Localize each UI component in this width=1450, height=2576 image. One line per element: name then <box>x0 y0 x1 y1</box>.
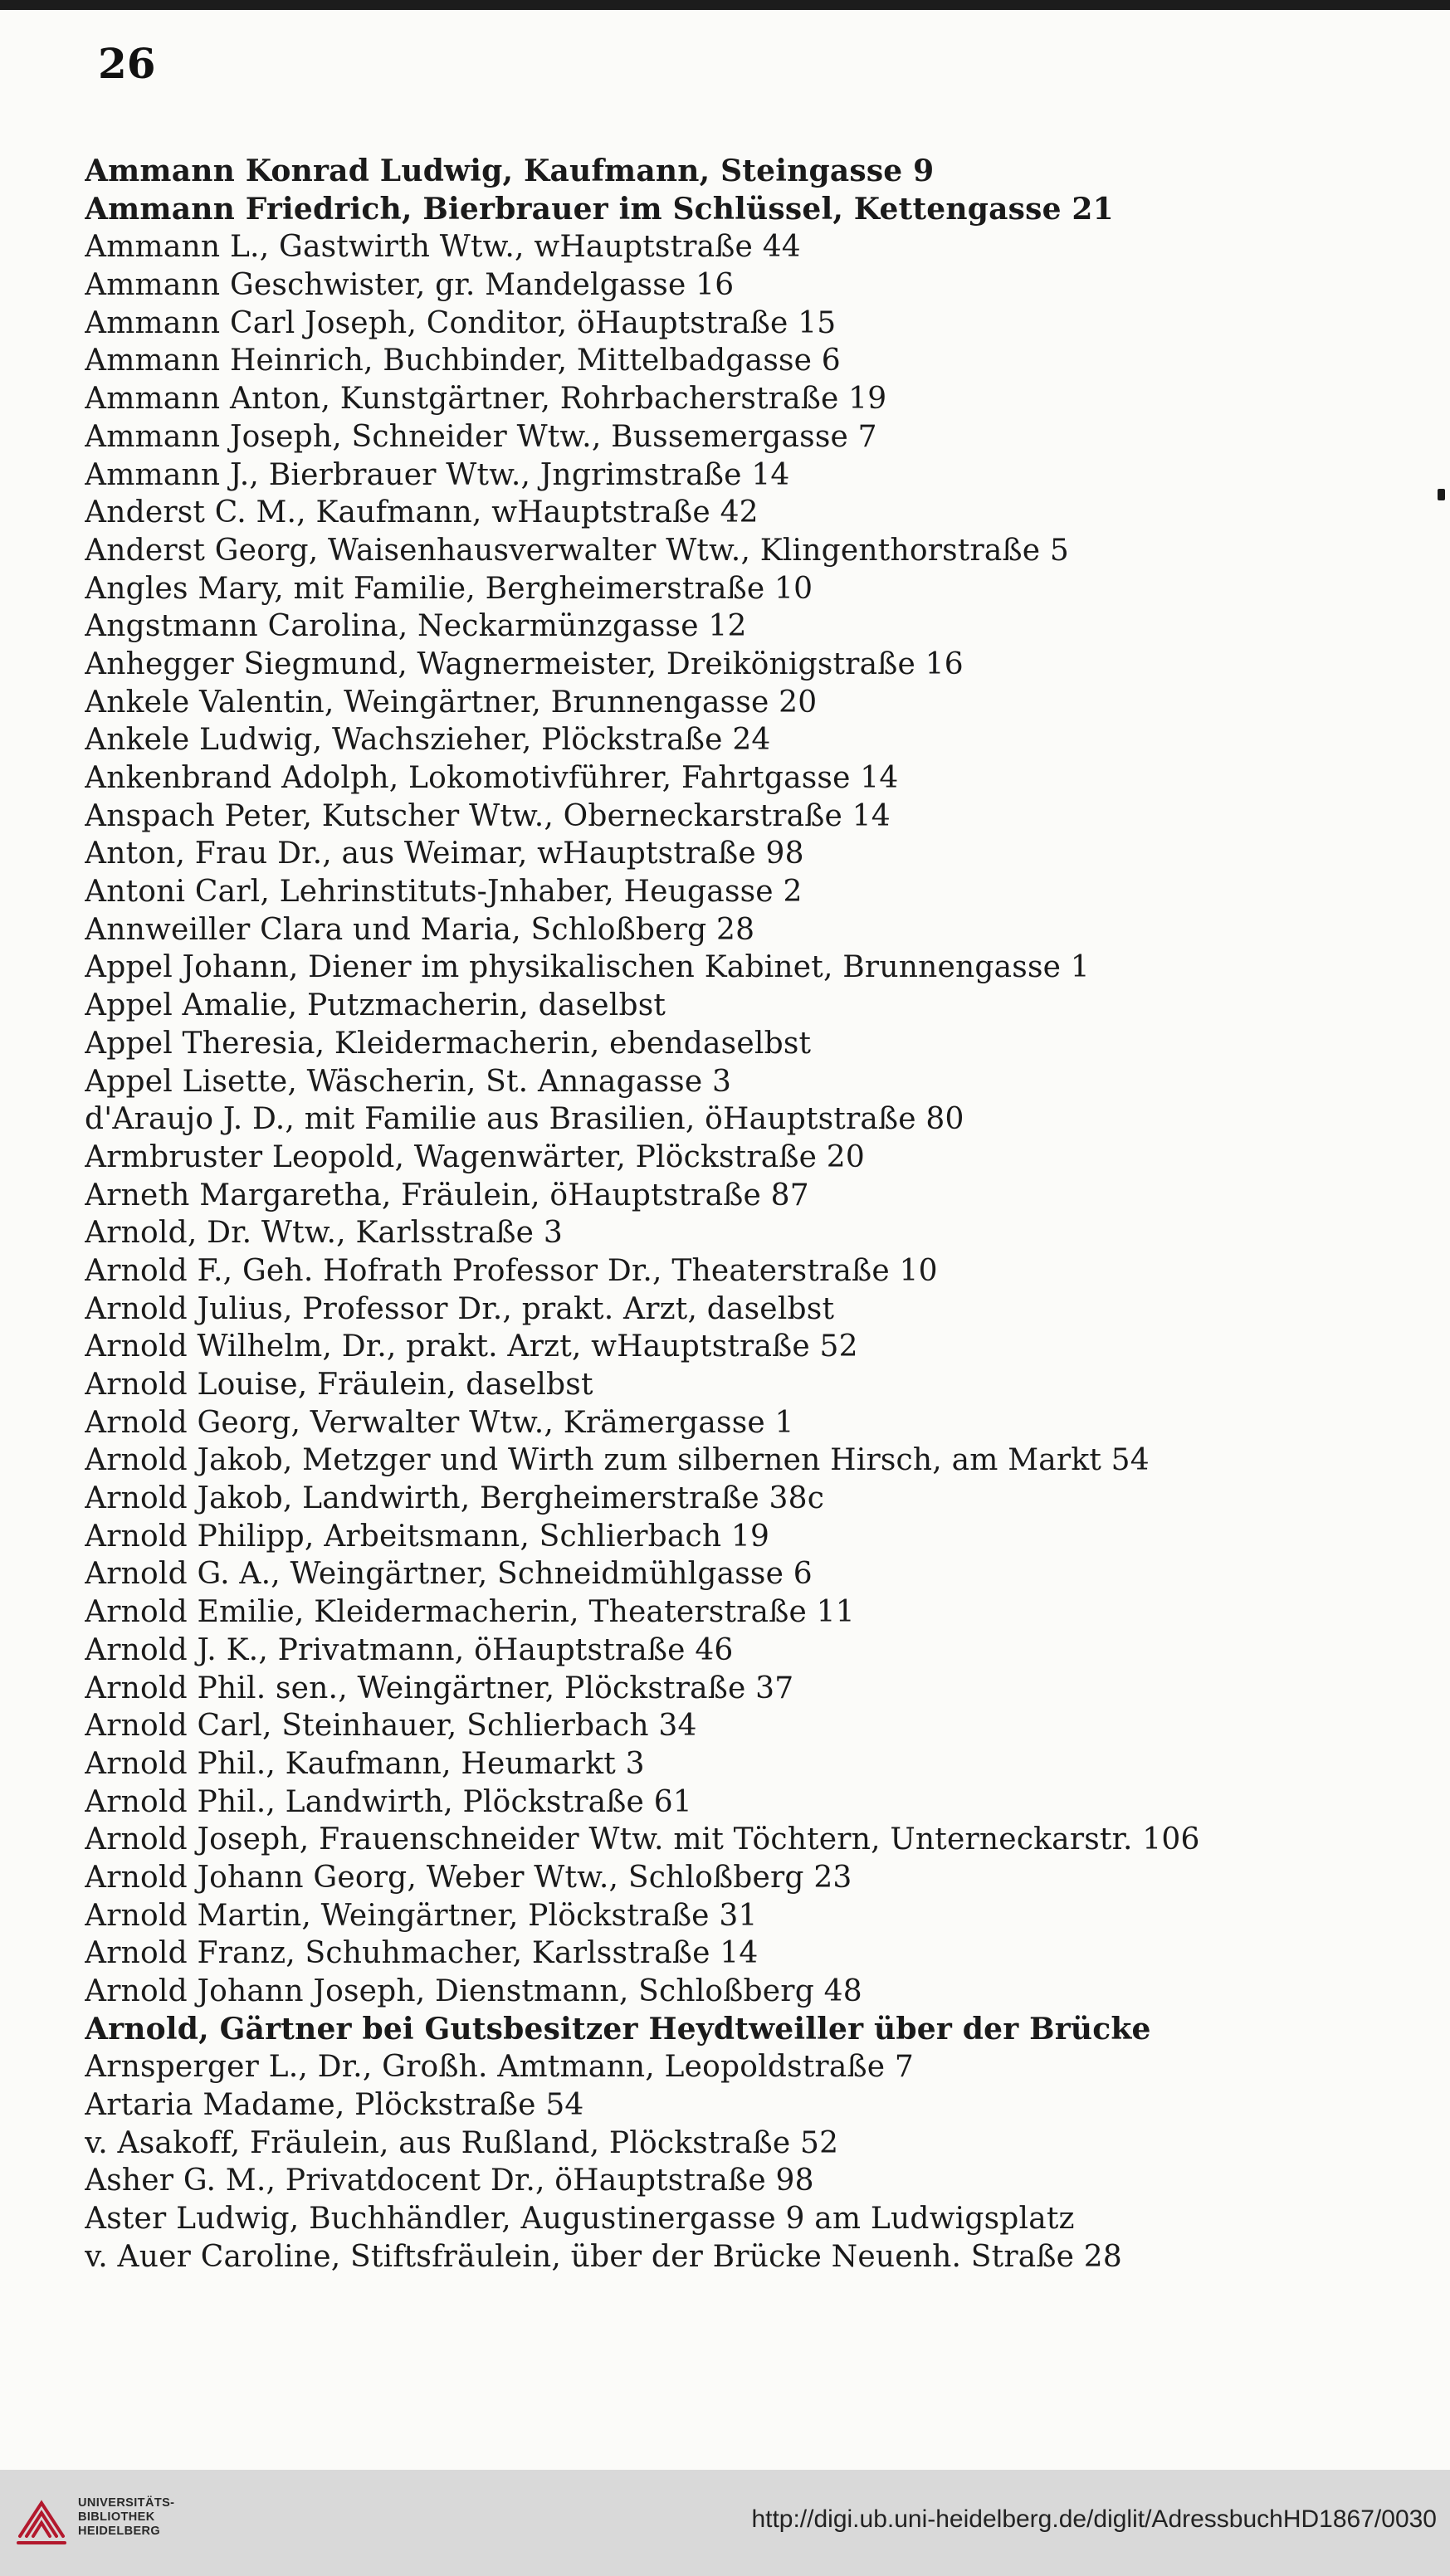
directory-entry: Appel Theresia, Kleidermacherin, ebendaselbst <box>85 1026 812 1061</box>
directory-entry: Angles Mary, mit Familie, Bergheimerstraße 10 <box>85 571 813 606</box>
directory-entry: Ammann Carl Joseph, Conditor, öHauptstraße 15 <box>85 305 837 340</box>
top-border-rule <box>0 0 1450 10</box>
directory-entry: Annweiller Clara und Maria, Schloßberg 28 <box>85 912 755 947</box>
directory-entry: Arneth Margaretha, Fräulein, öHauptstraße 87 <box>85 1178 809 1212</box>
source-url-link[interactable]: http://digi.ub.uni-heidelberg.de/diglit/AdressbuchHD1867/0030 <box>751 2505 1437 2533</box>
directory-entry: Ammann Anton, Kunstgärtner, Rohrbacherstraße 19 <box>85 382 887 417</box>
directory-entry: Arnold Emilie, Kleidermacherin, Theaterstraße 11 <box>85 1595 855 1630</box>
directory-entries <box>85 153 1379 2276</box>
directory-entry: Arnold Georg, Verwalter Wtw., Krämergasse 1 <box>85 1405 794 1440</box>
directory-entry: Angstmann Carolina, Neckarmünzgasse 12 <box>85 609 747 644</box>
directory-entry: Arnold Carl, Steinhauer, Schlierbach 34 <box>85 1709 697 1744</box>
directory-entry: Arnsperger L., Dr., Großh. Amtmann, Leopoldstraße 7 <box>85 2050 915 2085</box>
directory-entry: Arnold Franz, Schuhmacher, Karlsstraße 14 <box>85 1936 759 1971</box>
directory-entry: Ankele Valentin, Weingärtner, Brunnengasse 20 <box>85 685 818 720</box>
directory-entry: Arnold Joseph, Frauenschneider Wtw. mit Töchtern, Unterneckarstr. 106 <box>85 1822 1200 1857</box>
library-seal-icon <box>12 2491 71 2551</box>
directory-entry: Appel Johann, Diener im physikalischen Kabinet, Brunnengasse 1 <box>85 950 1090 985</box>
directory-entry: Ammann Joseph, Schneider Wtw., Bussemergasse 7 <box>85 419 877 454</box>
margin-mark <box>1438 489 1445 500</box>
directory-entry: Arnold Wilhelm, Dr., prakt. Arzt, wHauptstraße 52 <box>85 1329 858 1364</box>
library-name-line: UNIVERSITÄTS- <box>78 2496 175 2510</box>
directory-entry: Anhegger Siegmund, Wagnermeister, Dreikönigstraße 16 <box>85 646 964 681</box>
directory-entry: Appel Amalie, Putzmacherin, daselbst <box>85 988 666 1023</box>
directory-entry: Ankele Ludwig, Wachszieher, Plöckstraße 24 <box>85 723 771 758</box>
directory-entry: Arnold Johann Georg, Weber Wtw., Schloßberg 23 <box>85 1860 852 1895</box>
directory-entry: Armbruster Leopold, Wagenwärter, Plöckstraße 20 <box>85 1139 866 1174</box>
directory-entry: Ankenbrand Adolph, Lokomotivführer, Fahrtgasse 14 <box>85 761 899 795</box>
directory-entry: Antoni Carl, Lehrinstituts-Jnhaber, Heugasse 2 <box>85 875 803 910</box>
directory-entry: Arnold Julius, Professor Dr., prakt. Arzt, daselbst <box>85 1291 835 1326</box>
directory-entry: Anton, Frau Dr., aus Weimar, wHauptstraße 98 <box>85 837 804 871</box>
directory-entry: Ammann J., Bierbrauer Wtw., Jngrimstraße 14 <box>85 457 790 492</box>
directory-entry: Ammann Friedrich, Bierbrauer im Schlüssel, Kettengasse 21 <box>85 191 1114 227</box>
directory-entry: Arnold Johann Joseph, Dienstmann, Schloßberg 48 <box>85 1974 862 2008</box>
library-logo[interactable] <box>12 2485 194 2561</box>
library-name <box>78 2496 203 2539</box>
directory-entry: Arnold, Dr. Wtw., Karlsstraße 3 <box>85 1216 563 1251</box>
directory-entry: v. Auer Caroline, Stiftsfräulein, über der Brücke Neuenh. Straße 28 <box>85 2239 1123 2274</box>
directory-entry: d'Araujo J. D., mit Familie aus Brasilien, öHauptstraße 80 <box>85 1102 964 1137</box>
directory-entry: Arnold Phil. sen., Weingärtner, Plöckstraße 37 <box>85 1671 794 1705</box>
directory-entry: Ammann Geschwister, gr. Mandelgasse 16 <box>85 268 735 303</box>
directory-entry: Arnold J. K., Privatmann, öHauptstraße 46 <box>85 1632 734 1667</box>
library-name-line: BIBLIOTHEK <box>78 2510 155 2524</box>
directory-entry: Anderst Georg, Waisenhausverwalter Wtw., Klingenthorstraße 5 <box>85 533 1070 568</box>
directory-entry: Arnold Phil., Kaufmann, Heumarkt 3 <box>85 1746 645 1781</box>
directory-entry: Appel Lisette, Wäscherin, St. Annagasse 3 <box>85 1064 732 1099</box>
directory-entry: Artaria Madame, Plöckstraße 54 <box>85 2088 584 2123</box>
page-number: 26 <box>98 39 156 88</box>
directory-entry: Ammann L., Gastwirth Wtw., wHauptstraße 44 <box>85 230 801 265</box>
directory-entry: Ammann Konrad Ludwig, Kaufmann, Steingasse 9 <box>85 154 935 188</box>
footer-bar <box>0 2470 1450 2576</box>
directory-entry: Arnold Martin, Weingärtner, Plöckstraße 31 <box>85 1898 758 1933</box>
directory-entry: Anderst C. M., Kaufmann, wHauptstraße 42 <box>85 495 759 530</box>
directory-entry: Aster Ludwig, Buchhändler, Augustinergasse 9 am Ludwigsplatz <box>85 2202 1075 2237</box>
directory-entry: Asher G. M., Privatdocent Dr., öHauptstraße 98 <box>85 2164 814 2198</box>
directory-entry: Ammann Heinrich, Buchbinder, Mittelbadgasse 6 <box>85 344 841 378</box>
directory-entry: Arnold F., Geh. Hofrath Professor Dr., Theaterstraße 10 <box>85 1253 938 1288</box>
library-name-line: HEIDELBERG <box>78 2525 161 2538</box>
directory-entry: Arnold Jakob, Metzger und Wirth zum silbernen Hirsch, am Markt 54 <box>85 1443 1150 1478</box>
directory-entry: Arnold Phil., Landwirth, Plöckstraße 61 <box>85 1784 692 1819</box>
directory-entry: Arnold Jakob, Landwirth, Bergheimerstraße 38c <box>85 1481 825 1516</box>
directory-entry: Arnold, Gärtner bei Gutsbesitzer Heydtweiller über der Brücke <box>85 2011 1151 2047</box>
directory-entry: Anspach Peter, Kutscher Wtw., Oberneckarstraße 14 <box>85 798 891 833</box>
directory-entry: v. Asakoff, Fräulein, aus Rußland, Plöckstraße 52 <box>85 2125 839 2160</box>
directory-entry: Arnold G. A., Weingärtner, Schneidmühlgasse 6 <box>85 1557 813 1592</box>
directory-entry: Arnold Louise, Fräulein, daselbst <box>85 1368 593 1402</box>
directory-entry: Arnold Philipp, Arbeitsmann, Schlierbach 19 <box>85 1519 770 1554</box>
